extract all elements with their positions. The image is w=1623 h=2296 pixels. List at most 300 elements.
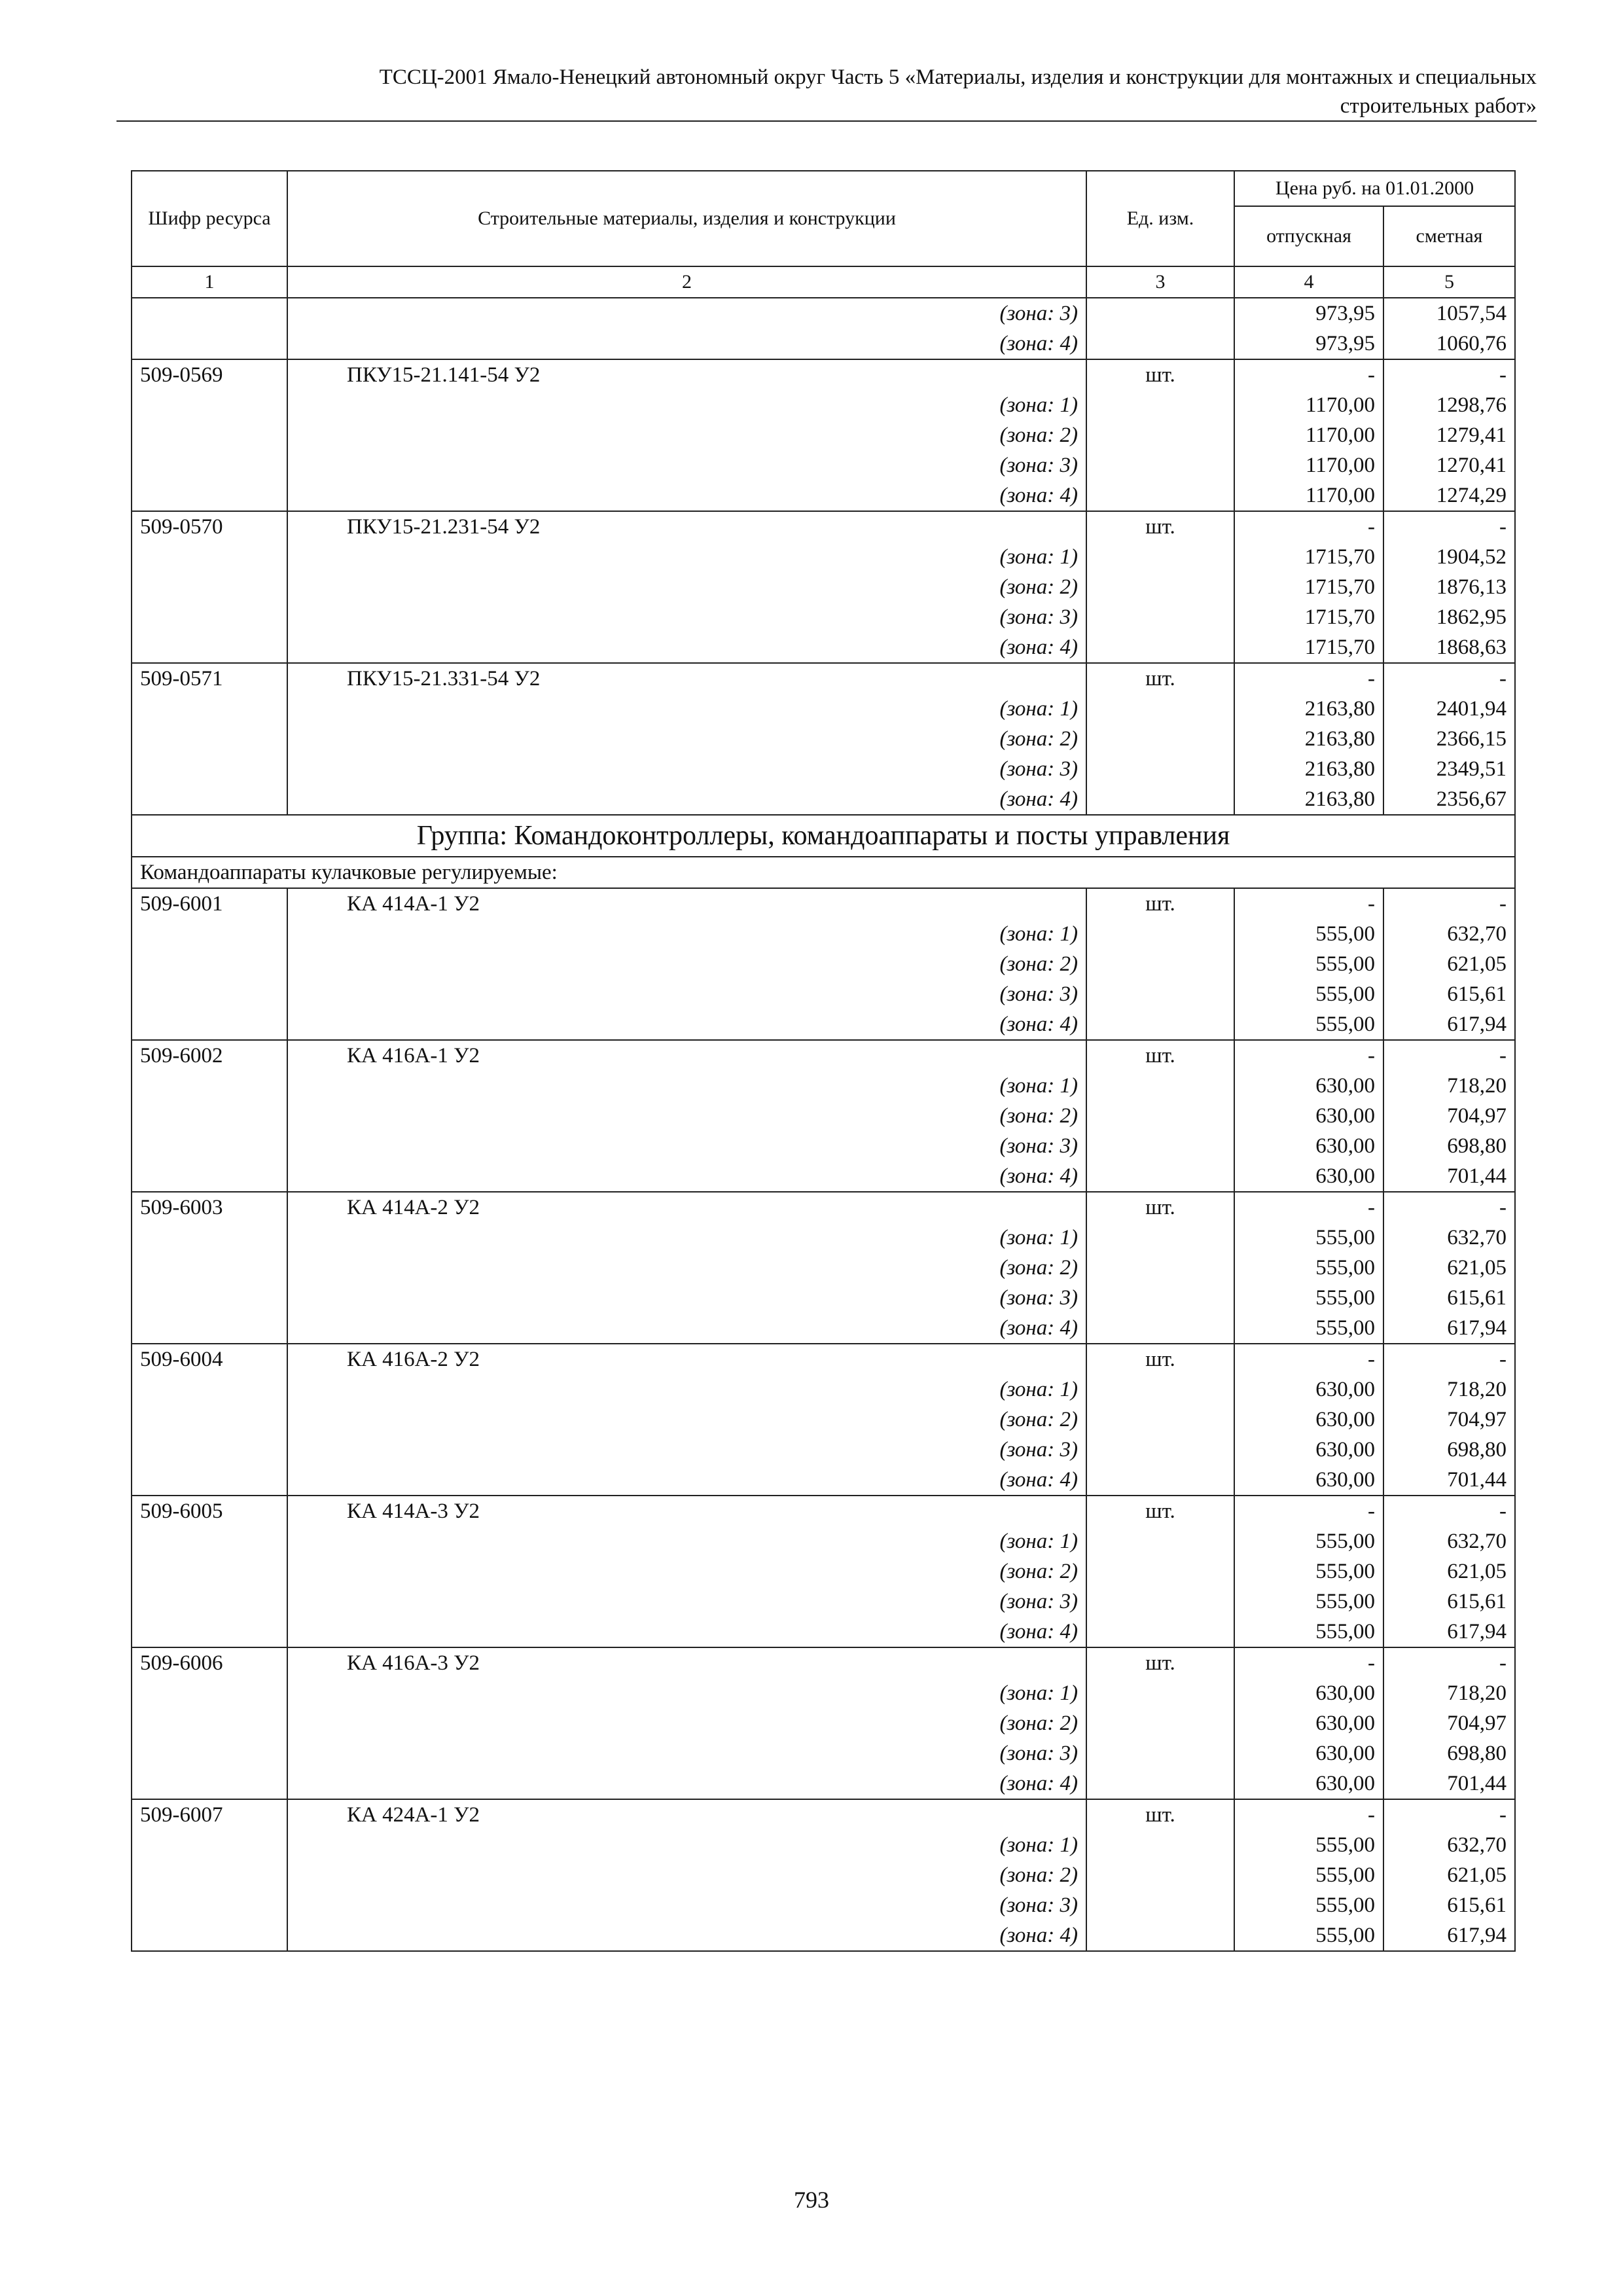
zone-label: (зона: 1)	[287, 1223, 1086, 1253]
unit-cell	[1086, 1768, 1234, 1799]
header-divider	[116, 120, 1537, 122]
zone-row	[132, 1009, 1515, 1040]
zone-label: (зона: 1)	[287, 1678, 1086, 1708]
col-unit-header: Ед. изм.	[1086, 171, 1234, 266]
zone-label: (зона: 3)	[287, 1890, 1086, 1920]
code-cell	[132, 632, 287, 663]
resource-code: 509-6003	[132, 1192, 287, 1223]
unit-cell	[1086, 420, 1234, 450]
col-number: 4	[1234, 266, 1383, 298]
col-price-header: Цена руб. на 01.01.2000	[1234, 171, 1515, 206]
zone-row	[132, 1556, 1515, 1587]
code-cell	[132, 979, 287, 1009]
item-name: КА 416А-1 У2	[347, 1044, 480, 1067]
col-code-header: Шифр ресурса	[132, 171, 287, 266]
release-price: -	[1234, 1344, 1383, 1374]
zone-label: (зона: 4)	[287, 1920, 1086, 1951]
unit: шт.	[1086, 1496, 1234, 1526]
zone-label: (зона: 2)	[287, 724, 1086, 754]
release-price: 555,00	[1234, 1617, 1383, 1647]
estimate-price: 1904,52	[1383, 542, 1515, 572]
estimate-price: 632,70	[1383, 1526, 1515, 1556]
estimate-price: 617,94	[1383, 1617, 1515, 1647]
estimate-price: 2366,15	[1383, 724, 1515, 754]
item-row	[132, 888, 1515, 919]
item-row	[132, 1799, 1515, 1830]
unit: шт.	[1086, 511, 1234, 542]
unit-cell	[1086, 1556, 1234, 1587]
zone-row	[132, 1678, 1515, 1708]
col-number: 5	[1383, 266, 1515, 298]
col-estimate-header: сметная	[1383, 206, 1515, 266]
code-cell	[132, 1830, 287, 1860]
unit-cell	[1086, 1465, 1234, 1496]
unit-cell	[1086, 1101, 1234, 1131]
code-cell	[132, 694, 287, 724]
release-price: 630,00	[1234, 1678, 1383, 1708]
code-cell	[132, 572, 287, 602]
resource-code: 509-0570	[132, 511, 287, 542]
zone-label: (зона: 3)	[287, 754, 1086, 784]
release-price: 555,00	[1234, 1009, 1383, 1040]
code-cell	[132, 1708, 287, 1738]
release-price: 973,95	[1234, 329, 1383, 359]
estimate-price: 718,20	[1383, 1071, 1515, 1101]
zone-label: (зона: 4)	[287, 1768, 1086, 1799]
item-name-cell	[287, 663, 1086, 694]
unit-cell	[1086, 1920, 1234, 1951]
estimate-price: 704,97	[1383, 1708, 1515, 1738]
zone-label: (зона: 4)	[287, 1313, 1086, 1344]
release-price: 1715,70	[1234, 602, 1383, 632]
code-cell	[132, 1161, 287, 1192]
zone-row	[132, 298, 1515, 329]
unit: шт.	[1086, 359, 1234, 390]
zone-row	[132, 1071, 1515, 1101]
zone-row	[132, 1435, 1515, 1465]
unit-cell	[1086, 632, 1234, 663]
code-cell	[132, 1405, 287, 1435]
zone-row	[132, 1708, 1515, 1738]
unit-cell	[1086, 450, 1234, 480]
release-price: 630,00	[1234, 1708, 1383, 1738]
resource-code: 509-0571	[132, 663, 287, 694]
code-cell	[132, 1009, 287, 1040]
estimate-price: 2349,51	[1383, 754, 1515, 784]
table-body-after-group	[132, 888, 1515, 1951]
zone-label: (зона: 3)	[287, 1283, 1086, 1313]
unit-cell	[1086, 1313, 1234, 1344]
zone-row	[132, 1101, 1515, 1131]
code-cell	[132, 1101, 287, 1131]
item-name-cell	[287, 1040, 1086, 1071]
release-price: -	[1234, 359, 1383, 390]
item-name-cell	[287, 1496, 1086, 1526]
release-price: 2163,80	[1234, 784, 1383, 815]
unit: шт.	[1086, 1344, 1234, 1374]
zone-label: (зона: 1)	[287, 1830, 1086, 1860]
release-price: 555,00	[1234, 979, 1383, 1009]
zone-row	[132, 919, 1515, 949]
release-price: 555,00	[1234, 1860, 1383, 1890]
unit-cell	[1086, 1161, 1234, 1192]
zone-label: (зона: 4)	[287, 480, 1086, 511]
group-section	[132, 815, 1515, 888]
zone-row	[132, 724, 1515, 754]
estimate-price: 1274,29	[1383, 480, 1515, 511]
zone-row	[132, 1920, 1515, 1951]
code-cell	[132, 1131, 287, 1161]
estimate-price: 621,05	[1383, 1860, 1515, 1890]
estimate-price: 704,97	[1383, 1405, 1515, 1435]
zone-label: (зона: 1)	[287, 1374, 1086, 1405]
zone-label: (зона: 2)	[287, 1405, 1086, 1435]
zone-label: (зона: 2)	[287, 420, 1086, 450]
estimate-price: -	[1383, 1496, 1515, 1526]
unit: шт.	[1086, 888, 1234, 919]
estimate-price: 1868,63	[1383, 632, 1515, 663]
release-price: 630,00	[1234, 1131, 1383, 1161]
item-name: КА 416А-2 У2	[347, 1348, 480, 1371]
zone-row	[132, 1313, 1515, 1344]
zone-label: (зона: 3)	[287, 602, 1086, 632]
zone-row	[132, 1253, 1515, 1283]
zone-row	[132, 949, 1515, 979]
code-cell	[132, 298, 287, 329]
release-price: 1715,70	[1234, 542, 1383, 572]
item-name: КА 414А-3 У2	[347, 1499, 480, 1523]
code-cell	[132, 1860, 287, 1890]
release-price: 630,00	[1234, 1374, 1383, 1405]
code-cell	[132, 602, 287, 632]
resource-code: 509-6004	[132, 1344, 287, 1374]
zone-label: (зона: 1)	[287, 542, 1086, 572]
code-cell	[132, 1738, 287, 1768]
release-price: 555,00	[1234, 1920, 1383, 1951]
item-name-cell	[287, 1344, 1086, 1374]
unit-cell	[1086, 480, 1234, 511]
item-name-cell	[287, 511, 1086, 542]
unit-cell	[1086, 694, 1234, 724]
unit-cell	[1086, 754, 1234, 784]
estimate-price: 718,20	[1383, 1678, 1515, 1708]
item-name: ПКУ15-21.231-54 У2	[347, 515, 541, 539]
estimate-price: 615,61	[1383, 979, 1515, 1009]
release-price: -	[1234, 663, 1383, 694]
zone-row	[132, 1738, 1515, 1768]
estimate-price: -	[1383, 1192, 1515, 1223]
item-name-cell	[287, 1192, 1086, 1223]
unit-cell	[1086, 1678, 1234, 1708]
item-row	[132, 511, 1515, 542]
release-price: 630,00	[1234, 1405, 1383, 1435]
code-cell	[132, 480, 287, 511]
release-price: 1170,00	[1234, 450, 1383, 480]
item-name: КА 414А-1 У2	[347, 892, 480, 916]
zone-label: (зона: 4)	[287, 1161, 1086, 1192]
unit-cell	[1086, 784, 1234, 815]
zone-row	[132, 1283, 1515, 1313]
release-price: -	[1234, 1647, 1383, 1678]
code-cell	[132, 1526, 287, 1556]
unit-cell	[1086, 1435, 1234, 1465]
item-name-cell	[287, 1647, 1086, 1678]
release-price: 555,00	[1234, 1313, 1383, 1344]
zone-label: (зона: 3)	[287, 1587, 1086, 1617]
release-price: -	[1234, 1040, 1383, 1071]
zone-label: (зона: 1)	[287, 694, 1086, 724]
zone-label: (зона: 4)	[287, 1009, 1086, 1040]
header-line-2: строительных работ»	[1340, 94, 1537, 118]
zone-label: (зона: 3)	[287, 450, 1086, 480]
zone-row	[132, 1161, 1515, 1192]
unit-cell	[1086, 1860, 1234, 1890]
item-row	[132, 1344, 1515, 1374]
zone-label: (зона: 4)	[287, 1617, 1086, 1647]
zone-row	[132, 480, 1515, 511]
unit-cell	[1086, 1587, 1234, 1617]
unit-cell	[1086, 1253, 1234, 1283]
zone-label: (зона: 2)	[287, 1860, 1086, 1890]
release-price: -	[1234, 888, 1383, 919]
zone-label: (зона: 4)	[287, 1465, 1086, 1496]
release-price: 630,00	[1234, 1768, 1383, 1799]
item-row	[132, 1192, 1515, 1223]
release-price: 555,00	[1234, 949, 1383, 979]
unit-cell	[1086, 1283, 1234, 1313]
zone-label: (зона: 2)	[287, 1253, 1086, 1283]
unit: шт.	[1086, 1040, 1234, 1071]
code-cell	[132, 1617, 287, 1647]
unit-cell	[1086, 542, 1234, 572]
resource-code: 509-6006	[132, 1647, 287, 1678]
estimate-price: 615,61	[1383, 1283, 1515, 1313]
zone-label: (зона: 4)	[287, 632, 1086, 663]
unit-cell	[1086, 298, 1234, 329]
group-row	[132, 815, 1515, 857]
zone-row	[132, 542, 1515, 572]
estimate-price: 1060,76	[1383, 329, 1515, 359]
zone-row	[132, 420, 1515, 450]
unit-cell	[1086, 1738, 1234, 1768]
col-number: 1	[132, 266, 287, 298]
unit-cell	[1086, 919, 1234, 949]
code-cell	[132, 1556, 287, 1587]
zone-row	[132, 754, 1515, 784]
unit: шт.	[1086, 1647, 1234, 1678]
unit-cell	[1086, 1890, 1234, 1920]
column-numbers-row	[132, 266, 1515, 298]
unit-cell	[1086, 1374, 1234, 1405]
release-price: 555,00	[1234, 1587, 1383, 1617]
unit-cell	[1086, 1526, 1234, 1556]
release-price: 973,95	[1234, 298, 1383, 329]
zone-label: (зона: 1)	[287, 390, 1086, 420]
unit-cell	[1086, 949, 1234, 979]
release-price: 555,00	[1234, 1223, 1383, 1253]
unit-cell	[1086, 1830, 1234, 1860]
code-cell	[132, 542, 287, 572]
code-cell	[132, 1071, 287, 1101]
release-price: 555,00	[1234, 919, 1383, 949]
zone-label: (зона: 1)	[287, 1526, 1086, 1556]
zone-row	[132, 979, 1515, 1009]
code-cell	[132, 1435, 287, 1465]
code-cell	[132, 1587, 287, 1617]
estimate-price: 2401,94	[1383, 694, 1515, 724]
release-price: 1170,00	[1234, 420, 1383, 450]
col-number: 3	[1086, 266, 1234, 298]
resource-code: 509-6002	[132, 1040, 287, 1071]
zone-label: (зона: 1)	[287, 919, 1086, 949]
zone-row	[132, 602, 1515, 632]
item-name-cell	[287, 1799, 1086, 1830]
zone-row	[132, 390, 1515, 420]
unit-cell	[1086, 329, 1234, 359]
unit: шт.	[1086, 1192, 1234, 1223]
unit-cell	[1086, 1617, 1234, 1647]
header-line-1: ТССЦ-2001 Ямало-Ненецкий автономный округ Часть 5 «Материалы, изделия и конструкции для монтажных и специальных	[379, 65, 1537, 89]
item-row	[132, 1647, 1515, 1678]
code-cell	[132, 1283, 287, 1313]
page-header	[116, 63, 1537, 120]
estimate-price: 704,97	[1383, 1101, 1515, 1131]
zone-row	[132, 1131, 1515, 1161]
estimate-price: 701,44	[1383, 1465, 1515, 1496]
estimate-price: 718,20	[1383, 1374, 1515, 1405]
code-cell	[132, 1223, 287, 1253]
estimate-price: 698,80	[1383, 1131, 1515, 1161]
zone-row	[132, 784, 1515, 815]
table-body-before-group	[132, 298, 1515, 815]
group-title: Группа: Командоконтроллеры, командоаппараты и посты управления	[132, 815, 1515, 857]
code-cell	[132, 919, 287, 949]
code-cell	[132, 1465, 287, 1496]
zone-label: (зона: 2)	[287, 1101, 1086, 1131]
estimate-price: 632,70	[1383, 919, 1515, 949]
estimate-price: 617,94	[1383, 1009, 1515, 1040]
estimate-price: 1298,76	[1383, 390, 1515, 420]
release-price: 630,00	[1234, 1738, 1383, 1768]
estimate-price: 621,05	[1383, 949, 1515, 979]
item-name-cell	[287, 888, 1086, 919]
release-price: 555,00	[1234, 1526, 1383, 1556]
estimate-price: 698,80	[1383, 1435, 1515, 1465]
estimate-price: 621,05	[1383, 1253, 1515, 1283]
col-release-header: отпускная	[1234, 206, 1383, 266]
zone-row	[132, 1223, 1515, 1253]
col-name-header: Строительные материалы, изделия и конструкции	[287, 171, 1086, 266]
code-cell	[132, 1890, 287, 1920]
estimate-price: 632,70	[1383, 1223, 1515, 1253]
estimate-price: 617,94	[1383, 1920, 1515, 1951]
release-price: -	[1234, 1799, 1383, 1830]
unit-cell	[1086, 1708, 1234, 1738]
code-cell	[132, 390, 287, 420]
release-price: 630,00	[1234, 1161, 1383, 1192]
release-price: 555,00	[1234, 1253, 1383, 1283]
unit-cell	[1086, 602, 1234, 632]
zone-row	[132, 1890, 1515, 1920]
zone-row	[132, 632, 1515, 663]
unit: шт.	[1086, 1799, 1234, 1830]
unit-cell	[1086, 1405, 1234, 1435]
unit-cell	[1086, 572, 1234, 602]
release-price: -	[1234, 511, 1383, 542]
release-price: 555,00	[1234, 1890, 1383, 1920]
estimate-price: 1270,41	[1383, 450, 1515, 480]
code-cell	[132, 784, 287, 815]
subgroup-row	[132, 857, 1515, 888]
code-cell	[132, 754, 287, 784]
zone-label: (зона: 4)	[287, 784, 1086, 815]
zone-label: (зона: 3)	[287, 1738, 1086, 1768]
zone-label: (зона: 2)	[287, 1556, 1086, 1587]
zone-label: (зона: 3)	[287, 298, 1086, 329]
unit-cell	[1086, 1223, 1234, 1253]
release-price: 1715,70	[1234, 632, 1383, 663]
code-cell	[132, 1678, 287, 1708]
zone-row	[132, 572, 1515, 602]
estimate-price: -	[1383, 1647, 1515, 1678]
release-price: 2163,80	[1234, 694, 1383, 724]
estimate-price: 632,70	[1383, 1830, 1515, 1860]
code-cell	[132, 1253, 287, 1283]
code-cell	[132, 949, 287, 979]
release-price: 555,00	[1234, 1556, 1383, 1587]
release-price: 1170,00	[1234, 480, 1383, 511]
zone-label: (зона: 2)	[287, 572, 1086, 602]
zone-row	[132, 1465, 1515, 1496]
zone-row	[132, 1860, 1515, 1890]
unit-cell	[1086, 1009, 1234, 1040]
unit-cell	[1086, 979, 1234, 1009]
item-name: КА 424А-1 У2	[347, 1803, 480, 1827]
release-price: 2163,80	[1234, 724, 1383, 754]
zone-row	[132, 1526, 1515, 1556]
item-name: ПКУ15-21.331-54 У2	[347, 667, 541, 691]
zone-label: (зона: 3)	[287, 1435, 1086, 1465]
estimate-price: -	[1383, 1344, 1515, 1374]
zone-row	[132, 1587, 1515, 1617]
zone-row	[132, 1405, 1515, 1435]
resource-code: 509-0569	[132, 359, 287, 390]
code-cell	[132, 420, 287, 450]
unit-cell	[1086, 1071, 1234, 1101]
release-price: -	[1234, 1496, 1383, 1526]
page-number: 793	[794, 2187, 829, 2213]
resource-code: 509-6001	[132, 888, 287, 919]
release-price: 555,00	[1234, 1283, 1383, 1313]
item-name-cell	[287, 359, 1086, 390]
zone-row	[132, 450, 1515, 480]
estimate-price: 2356,67	[1383, 784, 1515, 815]
estimate-price: -	[1383, 663, 1515, 694]
zone-label: (зона: 2)	[287, 949, 1086, 979]
code-cell	[132, 1920, 287, 1951]
release-price: 630,00	[1234, 1101, 1383, 1131]
release-price: -	[1234, 1192, 1383, 1223]
release-price: 1170,00	[1234, 390, 1383, 420]
estimate-price: -	[1383, 1799, 1515, 1830]
unit-cell	[1086, 390, 1234, 420]
estimate-price: 701,44	[1383, 1161, 1515, 1192]
zone-row	[132, 1374, 1515, 1405]
unit-cell	[1086, 724, 1234, 754]
col-number: 2	[287, 266, 1086, 298]
zone-label: (зона: 2)	[287, 1708, 1086, 1738]
item-row	[132, 359, 1515, 390]
